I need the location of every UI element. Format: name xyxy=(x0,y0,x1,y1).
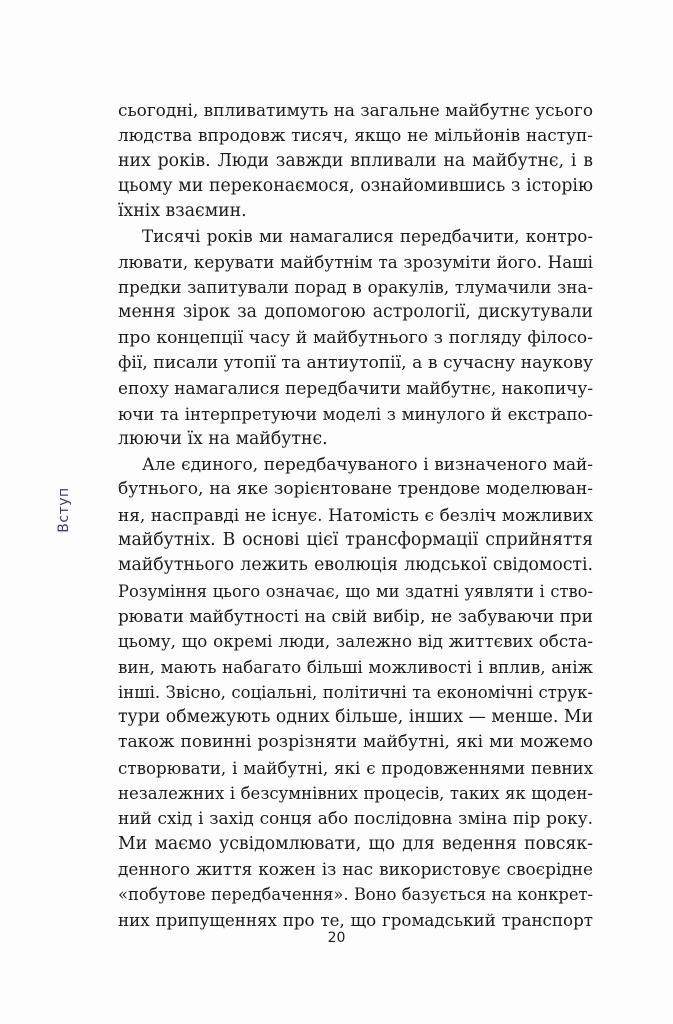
text-line: лювати, керувати майбутнім та зрозуміти його. Наші xyxy=(118,251,593,272)
text-line: бутнього, на яке зорієнтоване трендове моделюван- xyxy=(118,479,593,500)
text-line: рювати майбутності на свій вибір, не забуваючи при xyxy=(118,605,593,626)
text-line: «побутове передбачення». Воно базується на конкрет- xyxy=(118,885,593,905)
text-line: Тисячі років ми намагалися передбачити, контро- xyxy=(142,226,593,247)
text-line: ючи та інтерпретуючи моделі з минулого й екстрапо- xyxy=(118,404,593,424)
text-line: вин, мають набагато більші можливості і вплив, аніж xyxy=(118,656,593,677)
text-line: ня, насправді не існує. Натомість є безліч можливих xyxy=(118,504,593,525)
text-line: епоху намагалися передбачити майбутнє, накопичу- xyxy=(118,378,594,399)
text-line: них років. Люди завжди впливали на майбутнє, і в xyxy=(118,150,593,171)
page-number: 20 xyxy=(327,930,346,946)
text-line: Але єдиного, передбачуваного і визначеного май- xyxy=(142,454,593,475)
text-line: майбутнього лежить еволюція людської свідомості. xyxy=(118,555,593,576)
text-line: мення зірок за допомогою астрології, дискутували xyxy=(118,302,593,323)
text-line: їхніх взаємин. xyxy=(118,201,247,222)
text-line: ний схід і захід сонця або послідовна зміна пір року. xyxy=(118,808,593,829)
text-line: також повинні розрізняти майбутні, які ми можемо xyxy=(118,732,593,753)
text-line: інші. Звісно, соціальні, політичні та економічні струк- xyxy=(118,682,593,702)
text-line: тури обмежують одних більше, інших — менше. Ми xyxy=(118,707,594,728)
text-line: денного життя кожен із нас використовує своєрідне xyxy=(118,858,593,879)
text-line: Ми маємо усвідомлювати, що для ведення повсяк- xyxy=(118,833,593,854)
body-text xyxy=(118,98,593,933)
text-line: незалежних і безсумнівних процесів, таких як щоден- xyxy=(118,784,593,804)
text-line: Розуміння цього означає, що ми здатні уявляти і ство- xyxy=(118,581,593,601)
text-line: фії, писали утопії та антиутопії, а в сучасну наукову xyxy=(118,352,593,373)
section-label: Вступ xyxy=(56,487,72,533)
text-line: майбутніх. В основі цієї трансформації сприйняття xyxy=(118,530,593,551)
text-line: цьому, що окремі люди, залежно від життєвих обста- xyxy=(118,631,593,652)
text-line: цьому ми переконаємося, ознайомившись з історію xyxy=(118,175,593,196)
text-line: предки запитували порад в оракулів, тлумачили зна- xyxy=(118,277,593,298)
text-line: них припущеннях про те, що громадський транспорт xyxy=(118,909,593,930)
text-line: про концепції часу й майбутнього з погляду філосо- xyxy=(118,327,593,348)
text-line: людства впродовж тисяч, якщо не мільйонів наступ- xyxy=(118,125,593,146)
text-line: сьогодні, впливатимуть на загальне майбутнє усього xyxy=(118,100,593,120)
text-line: люючи їх на майбутнє. xyxy=(118,428,328,449)
text-line: створювати, і майбутні, які є продовженнями певних xyxy=(118,757,593,778)
